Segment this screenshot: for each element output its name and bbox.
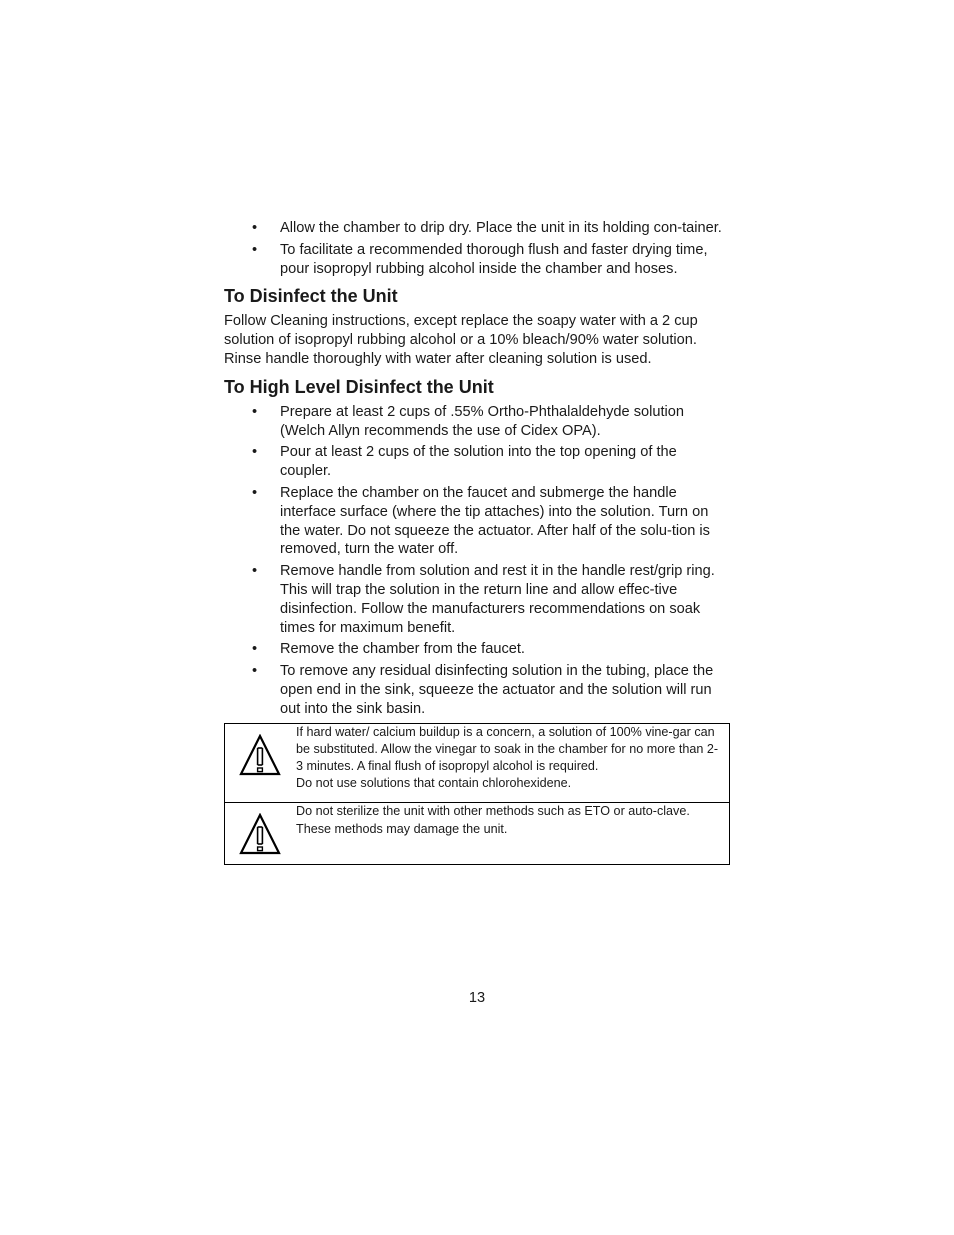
list-item (224, 219, 731, 238)
bullet-dot: • (252, 563, 258, 580)
list-item (224, 640, 731, 659)
list-item (224, 403, 731, 441)
warning-triangle-icon (239, 813, 281, 855)
bullet-dot: • (252, 220, 258, 236)
list-item-text: Allow the chamber to drip dry. Place the unit in its holding con-tainer. (280, 220, 722, 236)
list-item-text: Remove handle from solution and rest it in the handle rest/grip ring. This will trap the solution in the return line and allow effec-tive disinfection. Follow the manufacturers recommendations on soak times for maximum benefit. (280, 563, 715, 636)
list-item-text: Remove the chamber from the faucet. (280, 641, 525, 658)
list-item-text: Prepare at least 2 cups of .55% Ortho-Phthalaldehyde solution (Welch Allyn recommends the use of Cidex OPA). (280, 403, 685, 439)
list-item-text: To facilitate a recommended thorough flush and faster drying time, pour isopropyl rubbing alcohol inside the chamber and hoses. (280, 241, 708, 277)
section-heading-disinfect: To Disinfect the Unit (224, 286, 398, 307)
warning-row (225, 723, 730, 803)
page-content (224, 219, 731, 865)
bullet-dot: • (252, 403, 258, 420)
bullet-dot: • (252, 663, 258, 680)
list-item (224, 484, 731, 559)
list-item (224, 443, 731, 481)
section-heading-high-level-disinfect: To High Level Disinfect the Unit (224, 376, 494, 397)
page-number: 13 (468, 990, 486, 1006)
bullet-dot: • (252, 484, 258, 501)
bullet-dot: • (252, 241, 258, 258)
bullet-list-top (224, 219, 731, 278)
warning-text: Do not sterilize the unit with other methods such as ETO or auto-clave. These methods may damage the unit. (296, 804, 690, 836)
bullet-dot: • (252, 641, 258, 658)
warning-row (225, 803, 730, 865)
warning-triangle-icon (239, 734, 281, 776)
bullet-dot: • (252, 444, 258, 461)
warning-icon-cell (225, 723, 297, 803)
list-item-text: To remove any residual disinfecting solution in the tubing, place the open end in the sink, squeeze the actuator and the solution will run out into the sink basin. (280, 663, 714, 717)
section-paragraph-disinfect: Follow Cleaning instructions, except replace the soapy water with a 2 cup solution of isopropyl rubbing alcohol or a 10% bleach/90% water solution. Rinse handle thoroughly with water after cleaning solution is used. (224, 313, 698, 367)
warning-table (224, 723, 730, 866)
warning-text-cell (296, 803, 730, 865)
warning-text: Do not use solutions that contain chlorohexidene. (296, 776, 572, 791)
list-item-text: Replace the chamber on the faucet and submerge the handle interface surface (where the tip attaches) into the solution. Turn on the water. Do not squeeze the actuator. After half of the solu-tion is removed, turn the water off. (280, 484, 710, 558)
list-item-text: Pour at least 2 cups of the solution into the top opening of the coupler. (280, 444, 677, 480)
list-item (224, 562, 731, 637)
warning-text-cell (296, 723, 730, 803)
warning-text: If hard water/ calcium buildup is a concern, a solution of 100% vine-gar can be substituted. Allow the vinegar to soak in the chamber for no more than 2-3 minutes. A final flush of isopropyl alcohol is required. (296, 724, 719, 773)
bullet-list-high-level (224, 403, 731, 719)
list-item (224, 241, 731, 279)
warning-icon-cell (225, 803, 297, 865)
list-item (224, 662, 731, 718)
